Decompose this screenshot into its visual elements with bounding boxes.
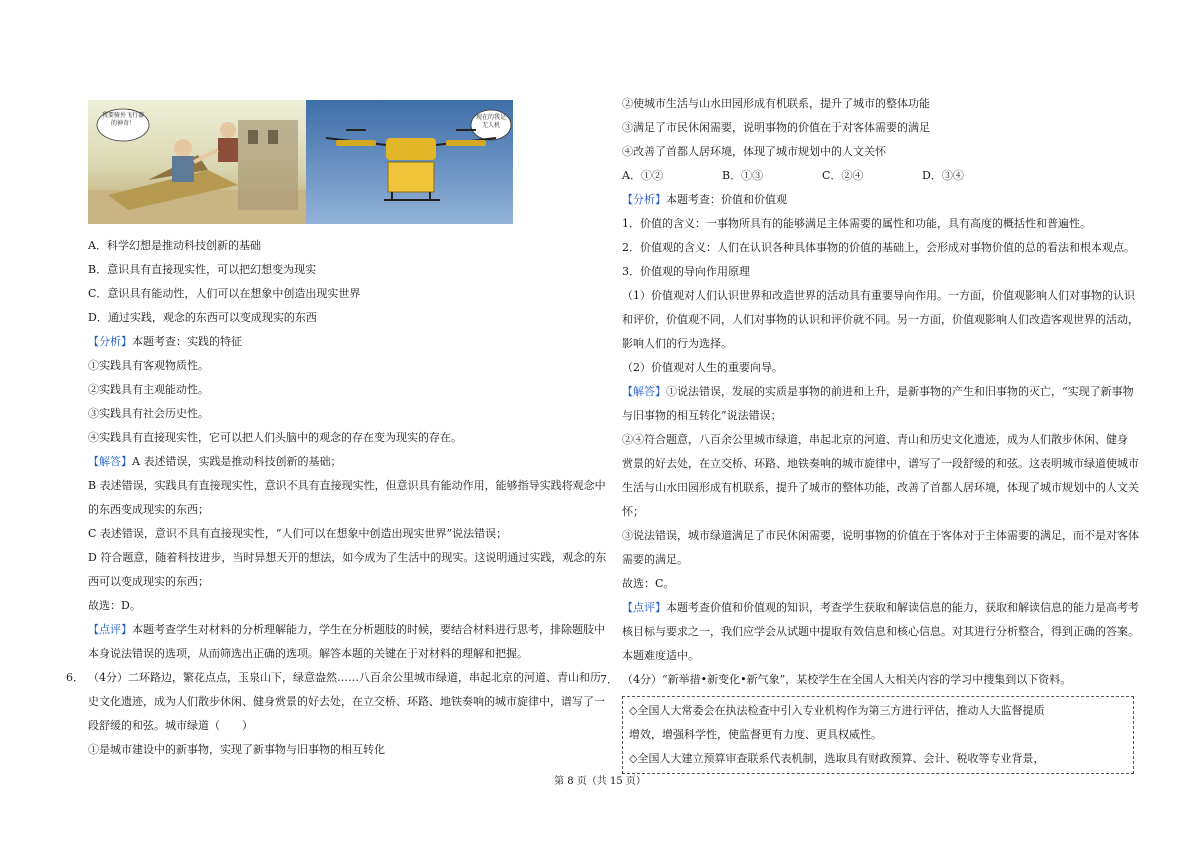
analysis-tag: 【分析】 — [622, 193, 666, 206]
answer-line: 西可以变成现实的东西； — [88, 575, 209, 588]
answer-line: 生活与山水田园形成有机联系，提升了城市的整体功能，改善了首都人居环境，体现了城市规划中的人文关 — [622, 481, 1139, 494]
option-d: D．通过实践，观念的东西可以变成现实的东西 — [88, 311, 317, 324]
answer-line: C 表述错误，意识不具有直接现实性，“人们可以在想象中创造出现实世界”说法错误； — [88, 527, 508, 540]
answer-line: D 符合题意，随着科技进步，当时异想天开的想法，如今成为了生活中的现实。这说明通过实践，观念的东 — [88, 551, 607, 564]
analysis-line: 1．价值的含义：一事物所具有的能够满足主体需要的属性和功能，具有高度的概括性和普遍性。 — [622, 217, 1091, 230]
material-line: ◇全国人大建立预算审查联系代表机制，选取具有财政预算、会计、税收等专业背景， — [629, 752, 1045, 765]
comic-panel-flying-machine — [88, 100, 306, 224]
material-line: 增效，增强科学性，使监督更有力度、更具权威性。 — [629, 728, 882, 741]
analysis-point: ①实践具有客观物质性。 — [88, 359, 209, 372]
statement-line: ③满足了市民休闲需要，说明事物的价值在于对客体需要的满足 — [622, 121, 930, 134]
answer-first: A 表述错误，实践是推动科技创新的基础； — [132, 455, 342, 468]
answer-line: B 表述错误，实践具有直接现实性，意识不具有直接现实性，但意识具有能动作用，能够指导实践将观念中 — [88, 479, 606, 492]
answer-line: 需要的满足。 — [622, 553, 688, 566]
analysis-point: ③实践具有社会历史性。 — [88, 407, 209, 420]
analysis-tag: 【分析】 — [88, 335, 132, 348]
choice-d: D．③④ — [922, 169, 964, 182]
analysis-point: ②实践具有主观能动性。 — [88, 383, 209, 396]
comment-tag: 【点评】 — [622, 601, 666, 614]
analysis-text: 本题考查：实践的特征 — [132, 335, 242, 348]
comment-tag: 【点评】 — [88, 623, 132, 636]
question-6-line: ①是城市建设中的新事物，实现了新事物与旧事物的相互转化 — [88, 743, 385, 756]
question-6-text: （4分）二环路边，繁花点点，玉泉山下，绿意盎然……八百余公里城市绿道，串起北京的河道、青山和历 — [88, 671, 601, 684]
analysis-heading — [622, 188, 1134, 212]
analysis-line: 影响人们的行为选择。 — [622, 337, 732, 350]
answer-line: 怀； — [622, 505, 644, 518]
right-column — [600, 92, 1139, 774]
question-7-text: （4分）“新举措•新变化•新气象”，某校学生在全国人大相关内容的学习中搜集到以下资料。 — [622, 673, 1072, 686]
analysis-line: （2）价值观对人生的重要向导。 — [622, 361, 783, 374]
answer-line: 故选：C。 — [622, 577, 675, 590]
comment-heading — [622, 596, 1139, 620]
choice-row — [622, 164, 1134, 188]
question-7-line — [600, 668, 1134, 692]
answer-tag: 【解答】 — [88, 455, 132, 468]
comic-figure — [88, 100, 513, 224]
material-box — [622, 696, 1134, 774]
statement-line: ④改善了首都人居环境，体现了城市规划中的人文关怀 — [622, 145, 886, 158]
answer-heading — [88, 450, 600, 474]
answer-line: ②④符合题意，八百余公里城市绿道，串起北京的河道、青山和历史文化遗迹，成为人们散步休闲、健身 — [622, 433, 1128, 446]
analysis-point: ④实践具有直接现实性，它可以把人们头脑中的观念的存在变为现实的存在。 — [88, 431, 462, 444]
analysis-line: 2．价值观的含义：人们在认识各种具体事物的价值的基础上，会形成对事物价值的总的看法和根本观点。 — [622, 241, 1135, 254]
answer-heading — [622, 380, 1134, 404]
question-6-line: 段舒缓的和弦。城市绿道（ ） — [88, 719, 253, 732]
left-column — [66, 92, 607, 762]
option-c: C．意识具有能动性，人们可以在想象中创造出现实世界 — [88, 287, 361, 300]
question-6-line — [66, 666, 601, 690]
answer-line: 故选：D。 — [88, 599, 141, 612]
question-7-number: 7． — [600, 673, 618, 686]
option-b: B．意识具有直接现实性，可以把幻想变为现实 — [88, 263, 317, 276]
analysis-line: （1）价值观对人们认识世界和改造世界的活动具有重要导向作用。一方面，价值观影响人们对事物的认识 — [622, 289, 1135, 302]
answer-line: 赏景的好去处，在立交桥、环路、地铁奏响的城市旋律中，谱写了一段舒缓的和弦。这表明城市绿道使城市 — [622, 457, 1139, 470]
choice-b: B．①③ — [722, 169, 764, 182]
analysis-line: 和评价，价值观不同，人们对事物的认识和评价就不同。另一方面，价值观影响人们改造客观世界的活动， — [622, 313, 1139, 326]
speech-bubble-right: 现在的我是无人机 — [476, 114, 507, 129]
question-6-line: 史文化遗迹，成为人们散步休闲、健身赏景的好去处，在立交桥、环路、地铁奏响的城市旋律中，谱写了一 — [88, 695, 605, 708]
answer-line: 与旧事物的相互转化”说法错误； — [622, 409, 782, 422]
comment-first: 本题考查价值和价值观的知识，考查学生获取和解读信息的能力，获取和解读信息的能力是高考考 — [666, 601, 1139, 614]
question-6-number: 6． — [66, 671, 84, 684]
material-line: ◇全国人大常委会在执法检查中引入专业机构作为第三方进行评估，推动人大监督提质 — [629, 704, 1045, 717]
choice-a: A．①② — [622, 169, 663, 182]
analysis-line: 3．价值观的导向作用原理 — [622, 265, 750, 278]
page-footer: 第 8 页（共 15 页） — [554, 776, 646, 787]
comment-first: 本题考查学生对材料的分析理解能力，学生在分析题肢的时候，要结合材料进行思考，排除题肢中 — [132, 623, 605, 636]
option-a: A．科学幻想是推动科技创新的基础 — [88, 239, 261, 252]
speech-bubble-left: 我要骑外飞行器的神奇！ — [101, 112, 144, 127]
answer-line: ③说法错误，城市绿道满足了市民休闲需要，说明事物的价值在于客体对于主体需要的满足，而不是对客体 — [622, 529, 1139, 542]
comment-line: 本身说法错误的选项，从而筛选出正确的选项。解答本题的关键在于对材料的理解和把握。 — [88, 647, 528, 660]
analysis-heading — [88, 330, 600, 354]
comment-heading — [88, 618, 605, 642]
analysis-text: 本题考查：价值和价值观 — [666, 193, 787, 206]
comment-line: 核目标与要求之一，我们应学会从试题中提取有效信息和核心信息。对其进行分析整合，得到正确的答案。 — [622, 625, 1139, 638]
comic-panel-drone — [306, 100, 513, 224]
comment-line: 本题难度适中。 — [622, 649, 699, 662]
answer-tag: 【解答】 — [622, 385, 666, 398]
statement-line: ②使城市生活与山水田园形成有机联系，提升了城市的整体功能 — [622, 97, 930, 110]
answer-line: 的东西变成现实的东西； — [88, 503, 209, 516]
choice-c: C．②④ — [822, 169, 864, 182]
answer-first: ①说法错误，发展的实质是事物的前进和上升，是新事物的产生和旧事物的灭亡，“实现了新事物 — [666, 385, 1134, 398]
